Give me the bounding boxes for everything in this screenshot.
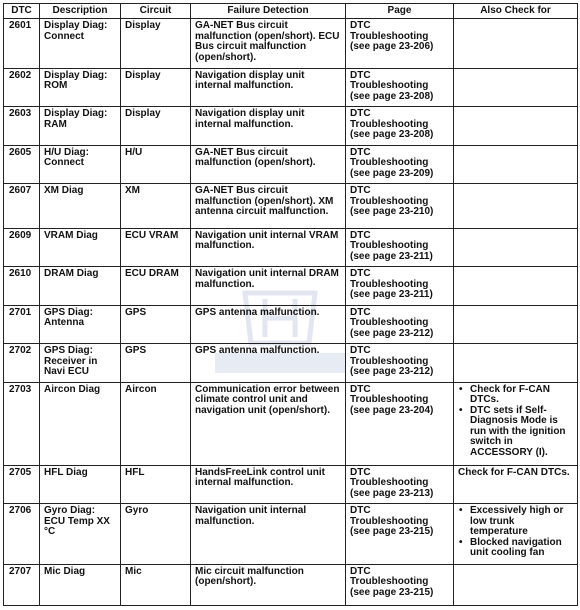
cell-description: HFL Diag xyxy=(40,465,121,504)
cell-also-check-for xyxy=(454,382,578,465)
cell-also-check-for xyxy=(454,184,578,228)
cell-failure-detection: Navigation unit internal malfunction. xyxy=(191,504,346,565)
cell-failure-detection: Navigation unit internal VRAM malfunction. xyxy=(191,228,346,267)
header-dtc: DTC xyxy=(4,4,40,19)
cell-dtc: 2702 xyxy=(4,344,40,383)
cell-page: DTC Troubleshooting (see page 23-209) xyxy=(346,145,454,184)
cell-page: DTC Troubleshooting (see page 23-208) xyxy=(346,68,454,107)
cell-circuit: Display xyxy=(121,107,191,146)
cell-circuit: Aircon xyxy=(121,382,191,465)
cell-page: DTC Troubleshooting (see page 23-208) xyxy=(346,107,454,146)
cell-also-check-for xyxy=(454,344,578,383)
cell-failure-detection: GA-NET Bus circuit malfunction (open/short). XM antenna circuit malfunction. xyxy=(191,184,346,228)
cell-also-check-for xyxy=(454,267,578,306)
header-circuit: Circuit xyxy=(121,4,191,19)
cell-description: VRAM Diag xyxy=(40,228,121,267)
cell-also-check-for xyxy=(454,19,578,69)
table-row xyxy=(4,145,578,184)
cell-also-check-for xyxy=(454,504,578,565)
cell-dtc: 2610 xyxy=(4,267,40,306)
cell-page: DTC Troubleshooting (see page 23-204) xyxy=(346,382,454,465)
cell-circuit: GPS xyxy=(121,305,191,344)
table-row xyxy=(4,107,578,146)
table-row xyxy=(4,228,578,267)
table-row xyxy=(4,267,578,306)
cell-failure-detection: Navigation display unit internal malfunction. xyxy=(191,107,346,146)
cell-circuit: Display xyxy=(121,19,191,69)
cell-dtc: 2601 xyxy=(4,19,40,69)
cell-description: H/U Diag: Connect xyxy=(40,145,121,184)
cell-circuit: H/U xyxy=(121,145,191,184)
also-check-list xyxy=(458,506,573,559)
header-description: Description xyxy=(40,4,121,19)
cell-circuit: HFL xyxy=(121,465,191,504)
also-check-list xyxy=(458,385,573,459)
cell-also-check-for xyxy=(454,228,578,267)
cell-circuit: Display xyxy=(121,68,191,107)
table-row xyxy=(4,184,578,228)
cell-page: DTC Troubleshooting (see page 23-215) xyxy=(346,564,454,605)
cell-page: DTC Troubleshooting (see page 23-213) xyxy=(346,465,454,504)
cell-also-check-for xyxy=(454,564,578,605)
cell-dtc: 2701 xyxy=(4,305,40,344)
header-failure-detection: Failure Detection xyxy=(191,4,346,19)
cell-description: Display Diag: ROM xyxy=(40,68,121,107)
cell-page: DTC Troubleshooting (see page 23-215) xyxy=(346,504,454,565)
table-row xyxy=(4,344,578,383)
cell-circuit: ECU DRAM xyxy=(121,267,191,306)
table-header-row xyxy=(4,4,578,19)
table-row xyxy=(4,68,578,107)
also-check-text: Check for F-CAN DTCs. xyxy=(458,466,570,478)
dtc-table xyxy=(3,3,578,606)
cell-failure-detection: Navigation display unit internal malfunction. xyxy=(191,68,346,107)
cell-dtc: 2703 xyxy=(4,382,40,465)
also-check-item: • Blocked navigation unit cooling fan xyxy=(468,538,573,559)
table-row xyxy=(4,504,578,565)
cell-failure-detection: Mic circuit malfunction (open/short). xyxy=(191,564,346,605)
cell-page: DTC Troubleshooting (see page 23-212) xyxy=(346,305,454,344)
cell-description: GPS Diag: Receiver in Navi ECU xyxy=(40,344,121,383)
table-row xyxy=(4,465,578,504)
also-check-item: • DTC sets if Self-Diagnosis Mode is run with the ignition switch in ACCESSORY (I). xyxy=(468,406,573,459)
cell-circuit: GPS xyxy=(121,344,191,383)
cell-dtc: 2602 xyxy=(4,68,40,107)
header-also-check-for: Also Check for xyxy=(454,4,578,19)
cell-dtc: 2609 xyxy=(4,228,40,267)
cell-circuit: XM xyxy=(121,184,191,228)
cell-circuit: Mic xyxy=(121,564,191,605)
cell-dtc: 2605 xyxy=(4,145,40,184)
table-row xyxy=(4,305,578,344)
cell-dtc: 2706 xyxy=(4,504,40,565)
cell-failure-detection: GPS antenna malfunction. xyxy=(191,344,346,383)
cell-description: DRAM Diag xyxy=(40,267,121,306)
cell-failure-detection: Communication error between climate control unit and navigation unit (open/short). xyxy=(191,382,346,465)
cell-page: DTC Troubleshooting (see page 23-211) xyxy=(346,267,454,306)
header-page: Page xyxy=(346,4,454,19)
cell-description: XM Diag xyxy=(40,184,121,228)
cell-circuit: ECU VRAM xyxy=(121,228,191,267)
also-check-item: • Excessively high or low trunk temperature xyxy=(468,506,573,538)
cell-dtc: 2603 xyxy=(4,107,40,146)
cell-page: DTC Troubleshooting (see page 23-210) xyxy=(346,184,454,228)
cell-description: Gyro Diag: ECU Temp XX °C xyxy=(40,504,121,565)
cell-dtc: 2607 xyxy=(4,184,40,228)
cell-also-check-for xyxy=(454,465,578,504)
cell-description: Display Diag: Connect xyxy=(40,19,121,69)
cell-description: GPS Diag: Antenna xyxy=(40,305,121,344)
cell-description: Aircon Diag xyxy=(40,382,121,465)
cell-circuit: Gyro xyxy=(121,504,191,565)
cell-also-check-for xyxy=(454,107,578,146)
cell-also-check-for xyxy=(454,68,578,107)
cell-failure-detection: GA-NET Bus circuit malfunction (open/short). ECU Bus circuit malfunction (open/short). xyxy=(191,19,346,69)
table-row xyxy=(4,564,578,605)
also-check-item: • Check for F-CAN DTCs. xyxy=(468,385,573,406)
cell-also-check-for xyxy=(454,305,578,344)
cell-description: Mic Diag xyxy=(40,564,121,605)
cell-dtc: 2705 xyxy=(4,465,40,504)
cell-page: DTC Troubleshooting (see page 23-211) xyxy=(346,228,454,267)
cell-description: Display Diag: RAM xyxy=(40,107,121,146)
cell-failure-detection: GPS antenna malfunction. xyxy=(191,305,346,344)
cell-page: DTC Troubleshooting (see page 23-212) xyxy=(346,344,454,383)
table-row xyxy=(4,19,578,69)
cell-page: DTC Troubleshooting (see page 23-206) xyxy=(346,19,454,69)
cell-failure-detection: Navigation unit internal DRAM malfunction. xyxy=(191,267,346,306)
table-row xyxy=(4,382,578,465)
cell-also-check-for xyxy=(454,145,578,184)
cell-failure-detection: HandsFreeLink control unit internal malfunction. xyxy=(191,465,346,504)
cell-failure-detection: GA-NET Bus circuit malfunction (open/short). xyxy=(191,145,346,184)
cell-dtc: 2707 xyxy=(4,564,40,605)
